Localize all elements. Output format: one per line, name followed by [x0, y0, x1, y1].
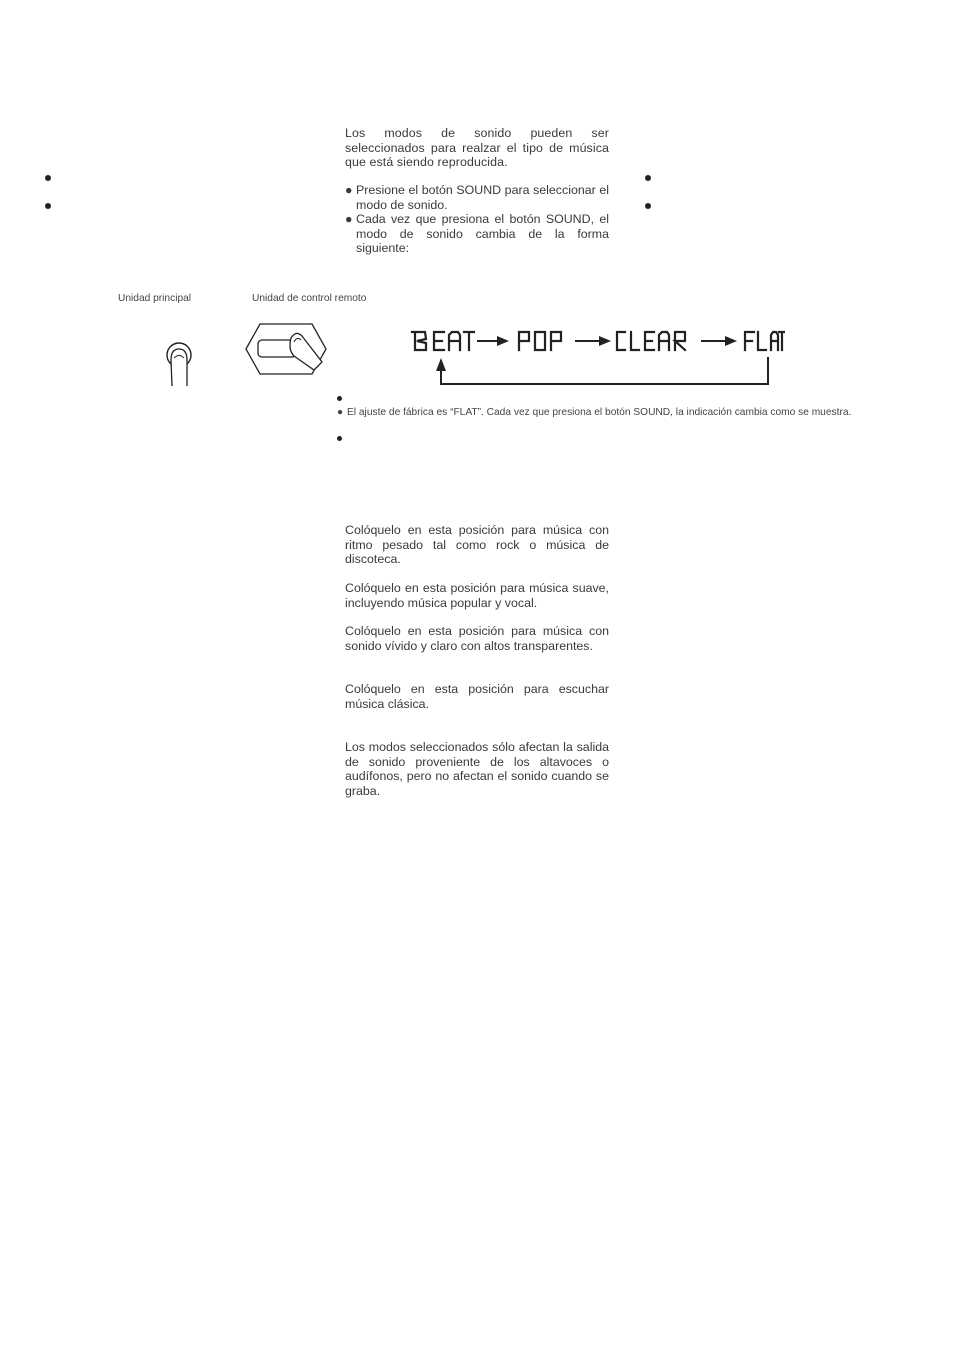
- intro-paragraph: Los modos de sonido pueden ser seleccionados para realzar el tipo de música que está siendo reproducida.: [345, 126, 609, 169]
- remote-button-icon: [244, 322, 328, 376]
- factory-note-text: El ajuste de fábrica es “FLAT”. Cada vez que presiona el botón SOUND, la indicación cambia como se muestra.: [347, 407, 852, 418]
- bullet-marker: [645, 175, 651, 181]
- sound-mode-sequence: [405, 325, 785, 391]
- bullet-marker: [45, 203, 51, 209]
- bullet-icon: ●: [345, 183, 353, 197]
- mode-flat-display: [745, 332, 785, 350]
- recording-note: Los modos seleccionados sólo afectan la salida de sonido proveniente de los altavoces o audífonos, pero no afectan el sonido cuando se graba.: [345, 740, 609, 798]
- mode-pop-description: Colóquelo en esta posición para música suave, incluyendo música popular y vocal.: [345, 581, 609, 610]
- remote-unit-label: Unidad de control remoto: [252, 293, 367, 304]
- bullet-icon: ●: [345, 212, 353, 226]
- mode-clear-description: Colóquelo en esta posición para música con sonido vívido y claro con altos transparentes.: [345, 624, 609, 653]
- mode-beat-description: Colóquelo en esta posición para música con ritmo pesado tal como rock o música de discoteca.: [345, 523, 609, 566]
- mode-pop-display: [519, 332, 561, 350]
- mode-flat-description: Colóquelo en esta posición para escuchar música clásica.: [345, 682, 609, 711]
- bullet-marker: [337, 436, 342, 441]
- bullet-marker: [337, 396, 342, 401]
- step-item: [345, 183, 609, 212]
- bullet-icon: ●: [337, 407, 344, 418]
- main-unit-button-icon: [160, 336, 200, 388]
- main-unit-label: Unidad principal: [118, 293, 192, 304]
- step-item: [345, 212, 609, 256]
- mode-beat-display: [412, 332, 474, 350]
- step-text: Presione el botón SOUND para seleccionar el modo de sonido.: [356, 183, 609, 212]
- step-text: Cada vez que presiona el botón SOUND, el modo de sonido cambia de la forma siguiente:: [356, 212, 609, 255]
- mode-clear-display: [617, 332, 685, 350]
- bullet-marker: [645, 203, 651, 209]
- factory-note: [337, 406, 877, 419]
- bullet-marker: [45, 175, 51, 181]
